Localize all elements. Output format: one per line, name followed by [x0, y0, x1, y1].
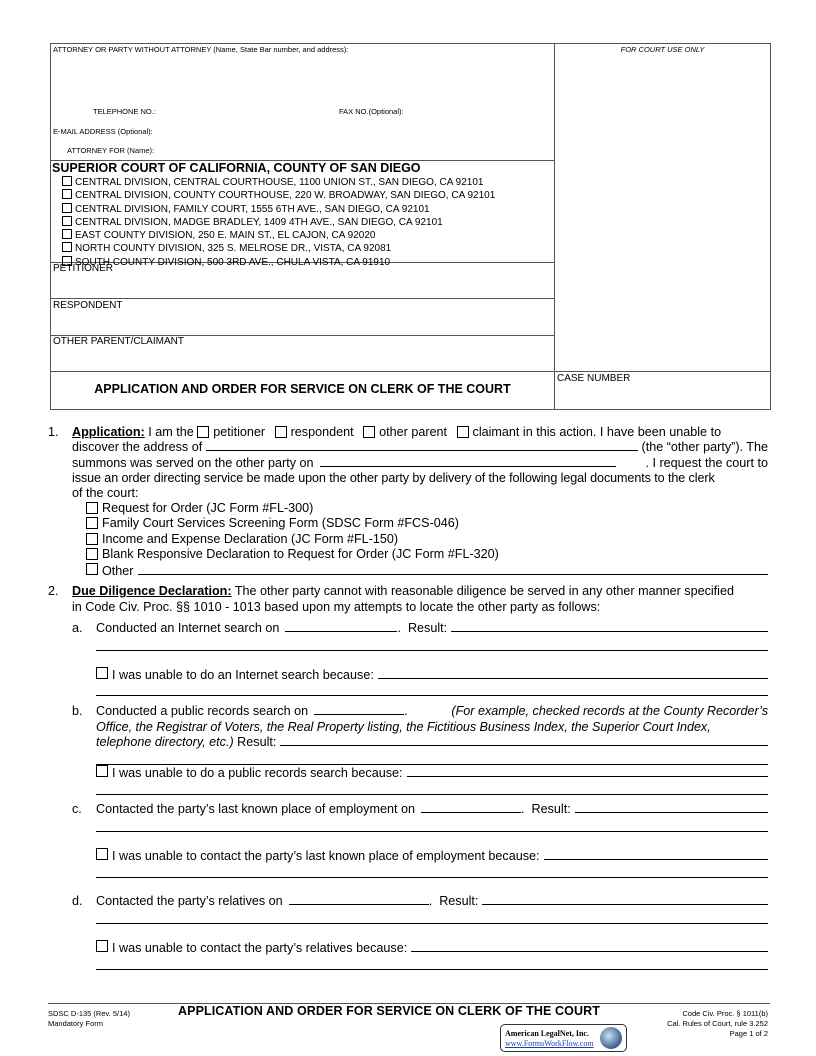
public-records-result-line [96, 735, 768, 750]
checkbox[interactable] [62, 242, 72, 252]
relatives-unable-line [96, 940, 768, 956]
document-option[interactable] [86, 532, 768, 547]
employment-unable-field[interactable] [544, 849, 769, 860]
checkbox[interactable] [96, 848, 108, 860]
other-parent-checkbox[interactable] [363, 426, 375, 438]
internet-search-line: Conducted an Internet search on . Result: [96, 621, 768, 636]
internet-unable-field[interactable] [378, 668, 768, 679]
text: Request for Order (JC Form #FL-300) [102, 501, 314, 515]
logo-name: American LegalNet, Inc. [505, 1029, 589, 1038]
code-citation: Code Civ. Proc. § 1011(b) [682, 1009, 768, 1018]
item-letter: c. [72, 802, 82, 816]
public-records-unable-line [96, 765, 768, 781]
text: issue an order directing service be made upon the other party by delivery of the following legal documents to the clerk [72, 471, 715, 485]
checkbox[interactable] [96, 765, 108, 777]
text: summons was served on the other party on [72, 456, 314, 470]
checkbox[interactable] [62, 189, 72, 199]
division-label: CENTRAL DIVISION, MADGE BRADLEY, 1409 4TH AVE., SAN DIEGO, CA 92101 [75, 216, 443, 228]
division-label: CENTRAL DIVISION, CENTRAL COURTHOUSE, 1100 UNION ST., SAN DIEGO, CA 92101 [75, 177, 484, 188]
text: Result: [237, 735, 277, 749]
text: claimant in this action. I have been unable to [472, 425, 722, 439]
text: I was unable to do a public records search because: [112, 766, 403, 780]
text: Conducted an Internet search on [96, 621, 280, 635]
relatives-date-field[interactable] [289, 894, 429, 905]
text: of the court: [72, 486, 139, 500]
claimant-checkbox[interactable] [457, 426, 469, 438]
text: in Code Civ. Proc. §§ 1010 - 1013 based upon my attempts to locate the other party as follows: [72, 600, 601, 614]
answer-line[interactable] [96, 877, 768, 878]
answer-line[interactable] [96, 923, 768, 924]
internet-unable-line [96, 667, 768, 683]
section-heading: Due Diligence Declaration: [72, 584, 232, 598]
document-option[interactable] [86, 516, 768, 531]
text: I was unable to do an Internet search because: [112, 668, 374, 682]
application-line-3 [72, 456, 768, 471]
text: . I request the court to [645, 456, 768, 470]
employment-unable-line [96, 848, 768, 864]
checkbox[interactable] [96, 667, 108, 679]
footer-left [48, 1009, 130, 1029]
footer-title: APPLICATION AND ORDER FOR SERVICE ON CLERK OF THE COURT [178, 1004, 600, 1018]
division-label: NORTH COUNTY DIVISION, 325 S. MELROSE DR., VISTA, CA 92081 [75, 243, 392, 255]
form-id: SDSC D-135 (Rev. 5/14) [48, 1009, 130, 1018]
text: Blank Responsive Declaration to Request for Order (JC Form #FL-320) [102, 547, 499, 562]
text: I am the [144, 425, 198, 439]
text: Contacted the party’s relatives on [96, 894, 283, 908]
court-use-label: FOR COURT USE ONLY [620, 45, 705, 54]
form-title: APPLICATION AND ORDER FOR SERVICE ON CLERK OF THE COURT [94, 382, 511, 396]
item-letter: b. [72, 704, 83, 718]
answer-line[interactable] [96, 695, 768, 696]
text: Income and Expense Declaration (JC Form #FL-150) [102, 531, 399, 546]
american-legalnet-logo[interactable] [500, 1024, 627, 1052]
division-option[interactable] [62, 216, 495, 229]
divider [554, 43, 555, 410]
public-records-date-field[interactable] [314, 704, 404, 715]
text: telephone directory, etc.) [96, 735, 234, 749]
division-option[interactable] [62, 176, 495, 189]
application-line-1 [72, 425, 768, 440]
rules-citation: Cal. Rules of Court, rule 3.252 [667, 1019, 768, 1028]
text: respondent [290, 425, 354, 439]
item-letter: d. [72, 894, 83, 908]
telephone-label: TELEPHONE NO.: [93, 107, 156, 116]
document-option[interactable] [86, 563, 768, 579]
divider [50, 371, 771, 372]
relatives-result-field[interactable] [482, 894, 768, 905]
other-document-field[interactable] [138, 564, 769, 575]
division-option[interactable] [62, 256, 495, 269]
page-number: Page 1 of 2 [729, 1029, 768, 1038]
division-option[interactable] [62, 203, 495, 216]
division-label: CENTRAL DIVISION, FAMILY COURT, 1555 6TH AVE., SAN DIEGO, CA 92101 [75, 203, 430, 215]
section-number: 1. [48, 425, 59, 439]
text: Result: [531, 802, 571, 816]
case-number-label: CASE NUMBER [557, 373, 631, 384]
employment-result-field[interactable] [575, 802, 768, 813]
other-party-field[interactable] [206, 440, 637, 451]
employment-line: Contacted the party’s last known place of employment on . Result: [96, 802, 768, 817]
item-letter: a. [72, 621, 83, 635]
division-label: CENTRAL DIVISION, COUNTY COURTHOUSE, 220 W. BROADWAY, SAN DIEGO, CA 92101 [75, 190, 496, 202]
respondent-checkbox[interactable] [275, 426, 287, 438]
text: (For example, checked records at the County Recorder’s [451, 704, 768, 718]
internet-result-field[interactable] [451, 621, 768, 632]
text: discover the address of [72, 440, 203, 454]
logo-url[interactable]: www.FormsWorkFlow.com [505, 1039, 594, 1048]
petitioner-checkbox[interactable] [197, 426, 209, 438]
attorney-label: ATTORNEY OR PARTY WITHOUT ATTORNEY (Name, State Bar number, and address): [53, 45, 349, 54]
section-heading: Application: [72, 425, 145, 439]
division-label: SOUTH COUNTY DIVISION, 500 3RD AVE., CHULA VISTA, CA 91910 [75, 256, 391, 268]
checkbox[interactable] [86, 502, 98, 514]
text: Conducted a public records search on [96, 704, 309, 718]
petitioner-label: PETITIONER [53, 263, 114, 274]
public-records-line: Conducted a public records search on . (For example, checked records at the County Recorder’s [96, 704, 768, 718]
division-option[interactable] [62, 242, 495, 255]
text: petitioner [213, 425, 266, 439]
checkbox[interactable] [62, 203, 72, 213]
internet-search-date-field[interactable] [285, 621, 397, 632]
document-option[interactable] [86, 547, 768, 562]
text: Result: [439, 894, 479, 908]
public-records-unable-field[interactable] [407, 766, 768, 777]
fax-label: FAX NO.(Optional): [339, 107, 404, 116]
text: (the “other party”). The [641, 440, 768, 454]
text: Other [102, 563, 134, 578]
checkbox[interactable] [86, 517, 98, 529]
text: Family Court Services Screening Form (SDSC Form #FCS-046) [102, 516, 459, 531]
respondent-label: RESPONDENT [53, 300, 123, 311]
globe-icon [600, 1027, 622, 1049]
checkbox[interactable] [86, 563, 98, 575]
section-number: 2. [48, 584, 59, 598]
application-line-2 [72, 440, 768, 455]
document-option[interactable] [86, 501, 768, 516]
answer-line[interactable] [96, 831, 768, 832]
employment-date-field[interactable] [421, 802, 521, 813]
checkbox[interactable] [96, 940, 108, 952]
checkbox[interactable] [62, 216, 72, 226]
relatives-line: Contacted the party’s relatives on . Result: [96, 894, 768, 909]
checkbox[interactable] [86, 533, 98, 545]
summons-date-field[interactable] [320, 456, 616, 467]
division-list [62, 176, 495, 269]
division-option[interactable] [62, 189, 495, 202]
documents-list [86, 501, 768, 579]
divider [50, 298, 555, 299]
other-parent-label: OTHER PARENT/CLAIMANT [53, 336, 184, 347]
text: I was unable to contact the party’s relatives because: [112, 941, 408, 955]
public-records-result-field[interactable] [280, 735, 768, 746]
email-label: E-MAIL ADDRESS (Optional): [53, 127, 153, 136]
division-label: EAST COUNTY DIVISION, 250 E. MAIN ST., EL CAJON, CA 92020 [75, 230, 376, 242]
court-title: SUPERIOR COURT OF CALIFORNIA, COUNTY OF SAN DIEGO [52, 161, 421, 175]
answer-line[interactable] [96, 650, 768, 651]
text: Contacted the party’s last known place of employment on [96, 802, 415, 816]
answer-line[interactable] [96, 969, 768, 970]
text: Result: [407, 621, 448, 635]
attorney-for-label: ATTORNEY FOR (Name): [67, 146, 155, 155]
text: Office, the Registrar of Voters, the Real Property listing, the Fictitious Business Index, the Superior Court Index, [96, 720, 711, 734]
checkbox[interactable] [62, 176, 72, 186]
checkbox[interactable] [86, 548, 98, 560]
checkbox[interactable] [62, 229, 72, 239]
relatives-unable-field[interactable] [411, 941, 768, 952]
diligence-line-1 [72, 584, 768, 599]
text: The other party cannot with reasonable diligence be served in any other manner specified [231, 584, 734, 598]
answer-line[interactable] [96, 794, 768, 795]
text: I was unable to contact the party’s last known place of employment because: [112, 849, 540, 863]
mandatory-label: Mandatory Form [48, 1019, 104, 1028]
division-option[interactable] [62, 229, 495, 242]
text: other parent [379, 425, 448, 439]
